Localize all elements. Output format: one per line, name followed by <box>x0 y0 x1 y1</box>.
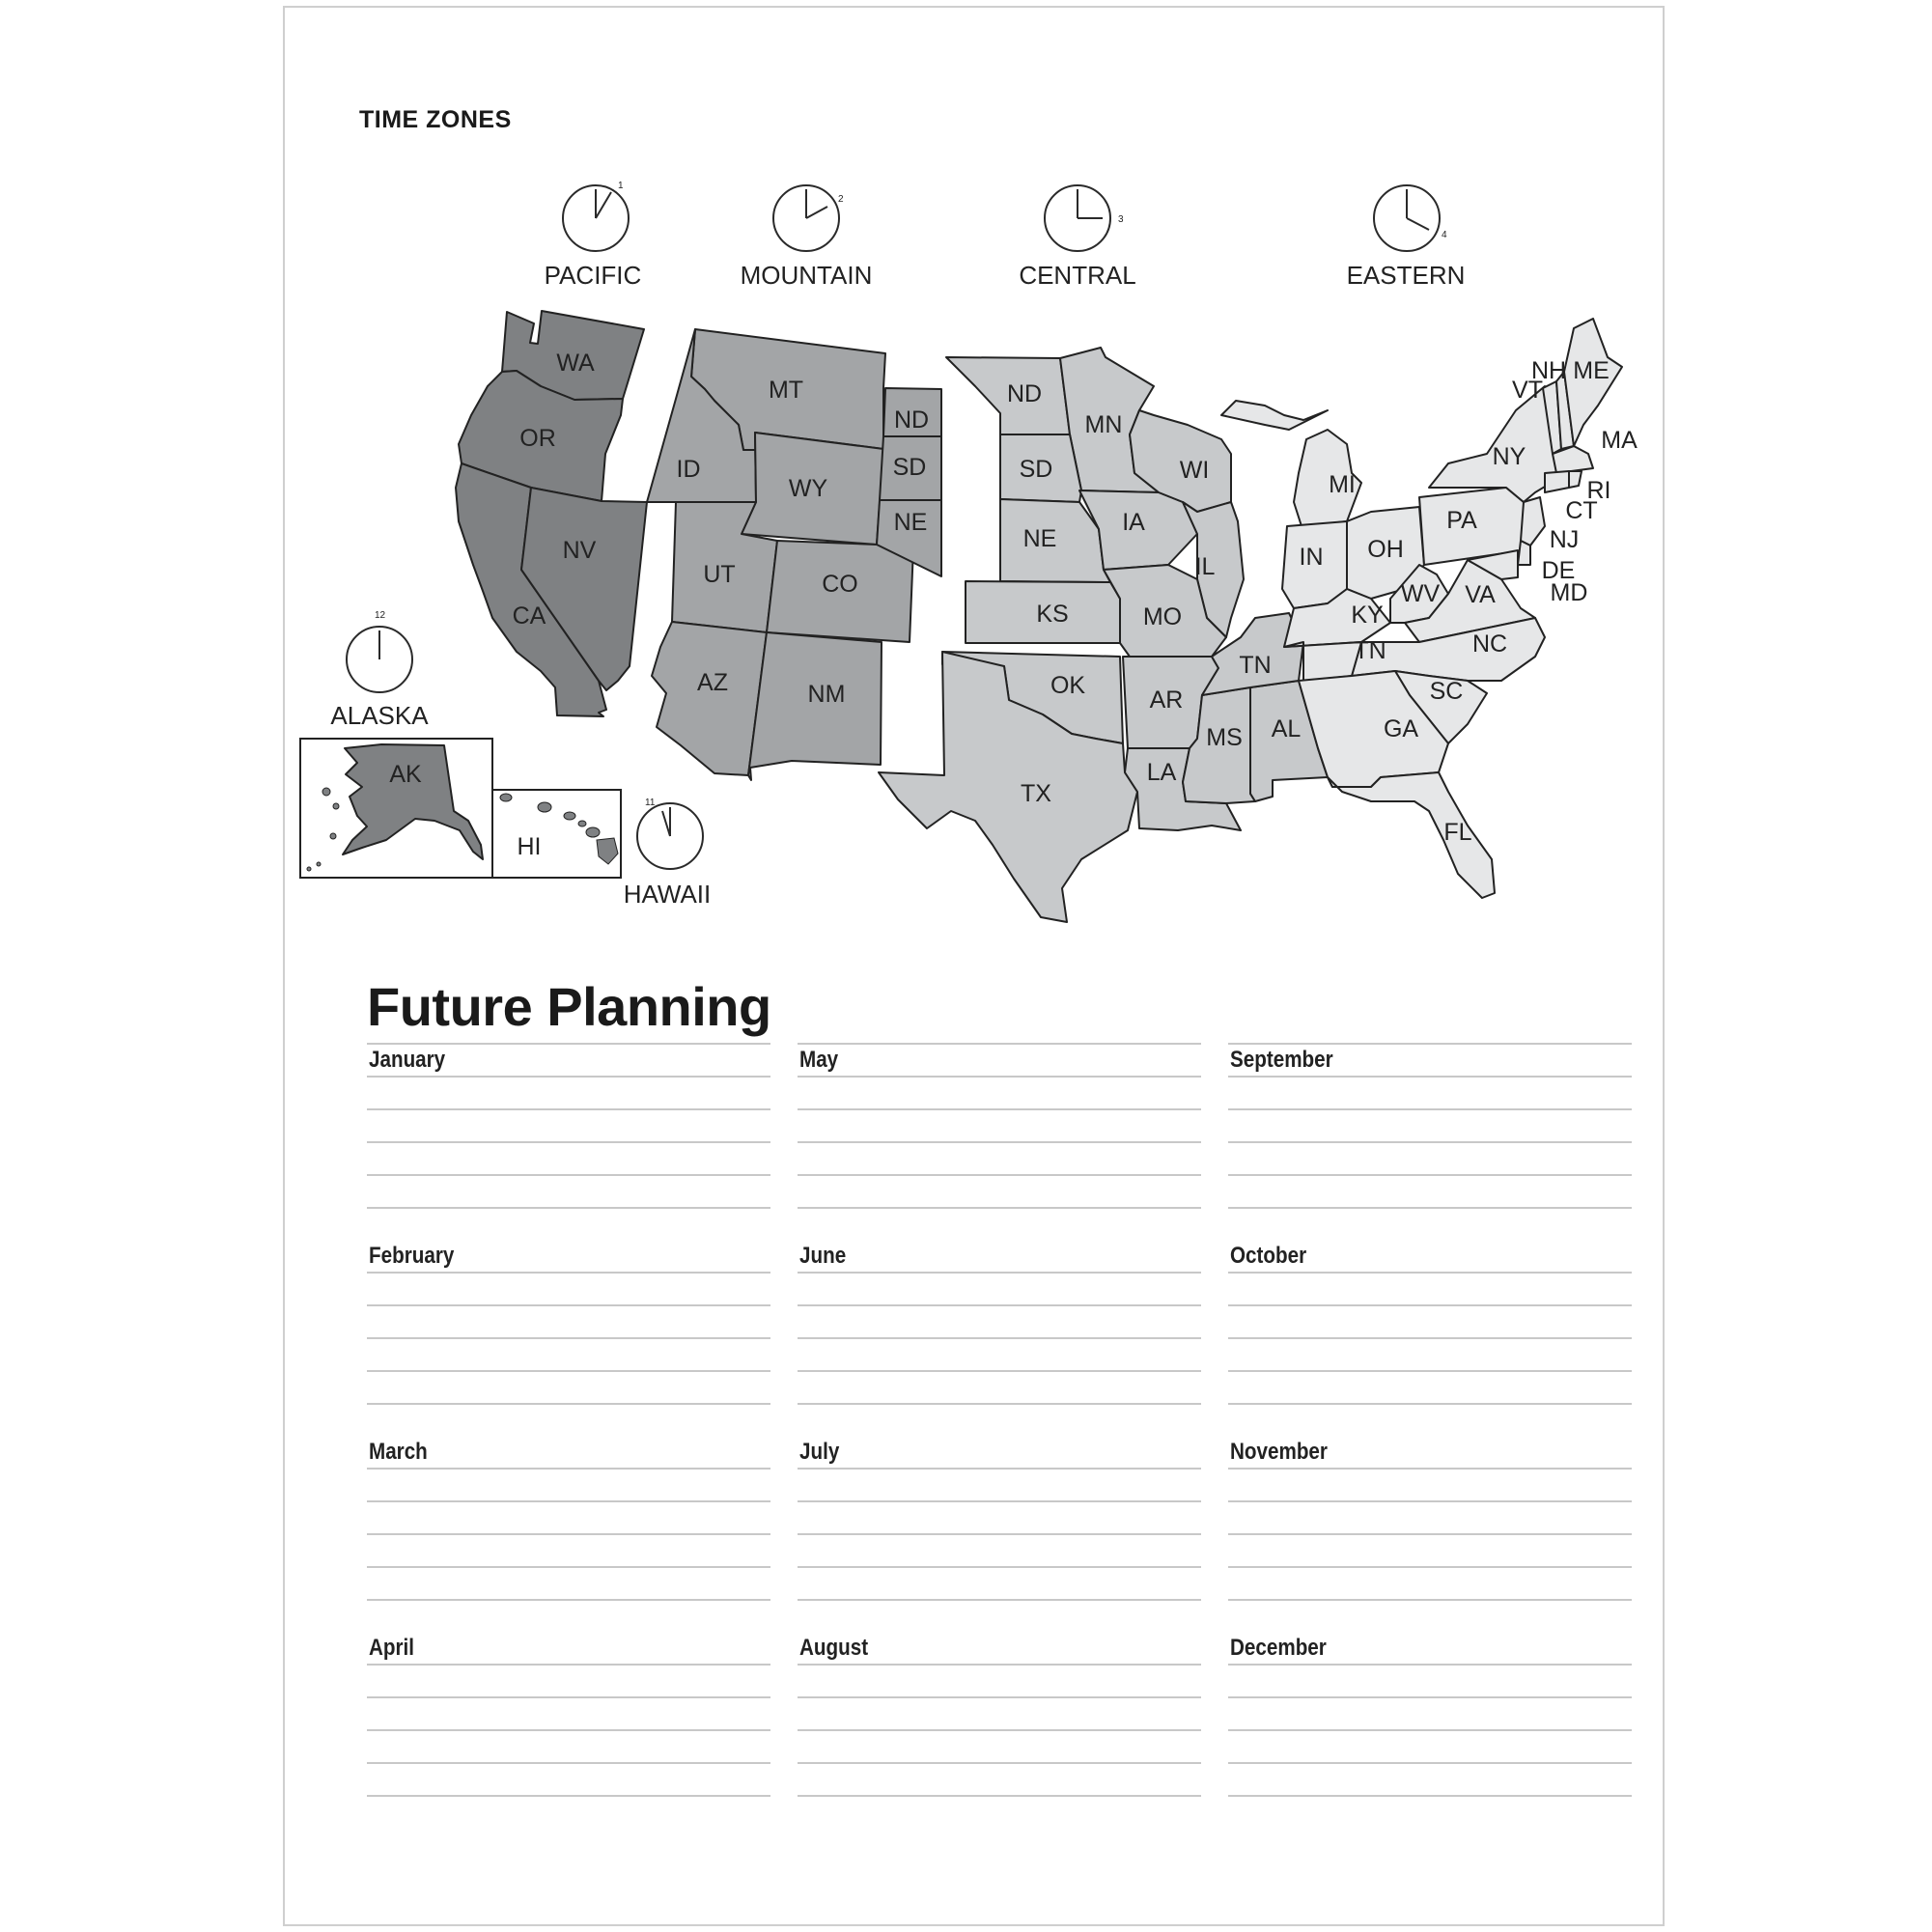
state-label-ma: MA <box>1601 427 1638 454</box>
state-label-ks: KS <box>1036 601 1069 628</box>
state-label-ar: AR <box>1149 686 1184 714</box>
mountain-clock-icon <box>773 185 839 251</box>
state-label-wi: WI <box>1179 457 1210 484</box>
eastern-clock-number: 4 <box>1442 230 1447 240</box>
state-ct <box>1545 471 1569 492</box>
future-planning-title: Future Planning <box>367 976 771 1037</box>
month-label: October <box>1230 1243 1307 1269</box>
alaska-islands <box>307 788 339 871</box>
month-label: November <box>1230 1439 1328 1465</box>
state-label-sd: SD <box>1019 456 1053 483</box>
writing-line[interactable] <box>798 1108 1201 1110</box>
writing-line[interactable] <box>1228 1337 1632 1339</box>
month-label: June <box>799 1243 847 1269</box>
state-label-co: CO <box>822 571 858 598</box>
month-label: April <box>369 1635 415 1661</box>
state-label-mn: MN <box>1084 411 1123 438</box>
state-label-vt: VT <box>1512 377 1543 404</box>
state-label-tn: TN <box>1239 652 1272 679</box>
pacific-zone-label: PACIFIC <box>544 261 642 290</box>
alaska-zone-label: ALASKA <box>330 701 429 730</box>
hawaii-zone-label: HAWAII <box>623 880 712 909</box>
month-label: March <box>369 1439 428 1465</box>
month-label: May <box>799 1047 839 1073</box>
state-label-ne-west: NE <box>893 509 928 536</box>
state-label-nv: NV <box>562 537 597 564</box>
writing-line[interactable] <box>798 1141 1201 1143</box>
state-label-ok: OK <box>1050 672 1086 699</box>
writing-line[interactable] <box>1228 1566 1632 1568</box>
state-label-ne: NE <box>1022 525 1057 552</box>
time-zones-title: TIME ZONES <box>359 106 512 133</box>
state-az <box>652 622 767 775</box>
writing-line[interactable] <box>1228 1762 1632 1764</box>
state-label-ky: KY <box>1351 602 1384 629</box>
writing-line[interactable] <box>367 1468 770 1470</box>
state-label-ca: CA <box>512 602 546 630</box>
writing-line[interactable] <box>367 1599 770 1601</box>
writing-line[interactable] <box>367 1337 770 1339</box>
writing-line[interactable] <box>367 1174 770 1176</box>
state-label-sd-west: SD <box>892 454 927 481</box>
hawaii-clock-icon <box>637 803 703 869</box>
state-label-ny: NY <box>1492 443 1526 470</box>
writing-line[interactable] <box>367 1500 770 1502</box>
writing-line[interactable] <box>1228 1076 1632 1078</box>
central-zone-label: CENTRAL <box>1019 261 1136 290</box>
month-label: July <box>799 1439 840 1465</box>
writing-line[interactable] <box>798 1500 1201 1502</box>
state-label-de: DE <box>1541 557 1576 584</box>
state-label-nc: NC <box>1471 630 1508 658</box>
state-label-oh: OH <box>1367 536 1404 563</box>
writing-line[interactable] <box>1228 1272 1632 1274</box>
pacific-clock-number: 1 <box>618 181 624 191</box>
writing-line[interactable] <box>1228 1664 1632 1666</box>
state-label-az: AZ <box>697 669 728 696</box>
hawaii-clock-number: 11 <box>645 798 656 808</box>
writing-line[interactable] <box>1228 1141 1632 1143</box>
writing-line[interactable] <box>798 1762 1201 1764</box>
eastern-zone-label: EASTERN <box>1346 261 1466 290</box>
writing-line[interactable] <box>367 1141 770 1143</box>
state-label-wv: WV <box>1400 580 1441 607</box>
state-ri <box>1569 471 1582 488</box>
alaska-clock-number: 12 <box>375 610 386 621</box>
state-label-nd: ND <box>1006 380 1043 407</box>
writing-line[interactable] <box>367 1304 770 1306</box>
writing-line[interactable] <box>798 1370 1201 1372</box>
writing-line[interactable] <box>1228 1599 1632 1601</box>
central-clock-icon <box>1045 185 1110 251</box>
state-label-nh: NH <box>1530 357 1567 384</box>
month-label: December <box>1230 1635 1327 1661</box>
alaska-clock-icon <box>347 627 412 692</box>
writing-line[interactable] <box>798 1468 1201 1470</box>
writing-line[interactable] <box>798 1664 1201 1666</box>
writing-line[interactable] <box>798 1272 1201 1274</box>
month-label: February <box>369 1243 455 1269</box>
writing-line[interactable] <box>798 1696 1201 1698</box>
writing-line[interactable] <box>798 1729 1201 1731</box>
state-label-tx: TX <box>1021 780 1051 807</box>
writing-line[interactable] <box>1228 1468 1632 1470</box>
state-label-md: MD <box>1550 579 1588 606</box>
writing-line[interactable] <box>1228 1795 1632 1797</box>
writing-line[interactable] <box>798 1795 1201 1797</box>
mountain-clock-number: 2 <box>838 194 844 205</box>
writing-line[interactable] <box>798 1304 1201 1306</box>
state-label-ms: MS <box>1206 724 1243 751</box>
state-label-id: ID <box>676 456 701 483</box>
writing-line[interactable] <box>367 1403 770 1405</box>
writing-line[interactable] <box>798 1076 1201 1078</box>
writing-line[interactable] <box>367 1696 770 1698</box>
writing-line[interactable] <box>798 1174 1201 1176</box>
state-label-ga: GA <box>1383 715 1419 742</box>
state-label-or: OR <box>519 425 556 452</box>
month-label: September <box>1230 1047 1333 1073</box>
central-clock-number: 3 <box>1118 214 1124 225</box>
state-label-wa: WA <box>556 350 595 377</box>
writing-line[interactable] <box>798 1533 1201 1535</box>
hawaii-inset-box <box>492 790 621 878</box>
writing-line[interactable] <box>798 1566 1201 1568</box>
state-label-pa: PA <box>1446 507 1477 534</box>
writing-line[interactable] <box>1228 1533 1632 1535</box>
writing-line[interactable] <box>1228 1207 1632 1209</box>
state-label-tn-east: TN <box>1354 637 1386 664</box>
writing-line[interactable] <box>1228 1729 1632 1731</box>
writing-line[interactable] <box>367 1566 770 1568</box>
state-label-il: IL <box>1194 553 1216 580</box>
state-label-ut: UT <box>703 561 736 588</box>
writing-line[interactable] <box>1228 1304 1632 1306</box>
state-label-in: IN <box>1299 544 1324 571</box>
writing-line[interactable] <box>367 1076 770 1078</box>
state-label-hi: HI <box>517 833 542 860</box>
writing-line[interactable] <box>798 1207 1201 1209</box>
pacific-zone-states <box>343 311 647 859</box>
state-label-wy: WY <box>788 475 828 502</box>
state-label-la: LA <box>1146 759 1177 786</box>
state-nj <box>1521 497 1545 546</box>
writing-line[interactable] <box>798 1337 1201 1339</box>
writing-line[interactable] <box>1228 1696 1632 1698</box>
writing-line[interactable] <box>367 1664 770 1666</box>
writing-line[interactable] <box>367 1207 770 1209</box>
state-label-nd-west: ND <box>893 406 930 434</box>
writing-line[interactable] <box>367 1795 770 1797</box>
month-label: August <box>799 1635 869 1661</box>
state-label-ia: IA <box>1122 509 1145 536</box>
state-label-nm: NM <box>807 681 846 708</box>
writing-line[interactable] <box>367 1108 770 1110</box>
writing-line[interactable] <box>1228 1174 1632 1176</box>
state-label-fl: FL <box>1443 819 1472 846</box>
eastern-clock-icon <box>1374 185 1440 251</box>
writing-line[interactable] <box>798 1599 1201 1601</box>
state-label-mt: MT <box>768 377 804 404</box>
pacific-clock-icon <box>563 185 629 251</box>
writing-line[interactable] <box>1228 1108 1632 1110</box>
writing-line[interactable] <box>1228 1500 1632 1502</box>
state-label-va: VA <box>1465 581 1496 608</box>
month-label: January <box>369 1047 446 1073</box>
state-label-nj: NJ <box>1549 526 1580 553</box>
writing-line[interactable] <box>367 1272 770 1274</box>
state-label-ri: RI <box>1586 477 1611 504</box>
month-top-rule <box>798 1043 1201 1045</box>
writing-line[interactable] <box>798 1403 1201 1405</box>
writing-line[interactable] <box>367 1762 770 1764</box>
state-label-sc: SC <box>1429 678 1464 705</box>
eastern-zone-states <box>1221 319 1622 898</box>
state-label-mo: MO <box>1142 603 1183 630</box>
mountain-zone-label: MOUNTAIN <box>740 261 873 290</box>
state-label-ct: CT <box>1565 497 1598 524</box>
month-top-rule <box>1228 1043 1632 1045</box>
writing-line[interactable] <box>367 1533 770 1535</box>
writing-line[interactable] <box>367 1370 770 1372</box>
state-label-ak: AK <box>389 761 422 788</box>
writing-line[interactable] <box>1228 1370 1632 1372</box>
state-de <box>1518 541 1530 565</box>
writing-line[interactable] <box>367 1729 770 1731</box>
state-label-mi: MI <box>1329 471 1356 498</box>
state-label-al: AL <box>1271 715 1302 742</box>
writing-line[interactable] <box>1228 1403 1632 1405</box>
state-label-me: ME <box>1573 357 1610 384</box>
state-mi-upper <box>1221 401 1328 430</box>
month-top-rule <box>367 1043 770 1045</box>
